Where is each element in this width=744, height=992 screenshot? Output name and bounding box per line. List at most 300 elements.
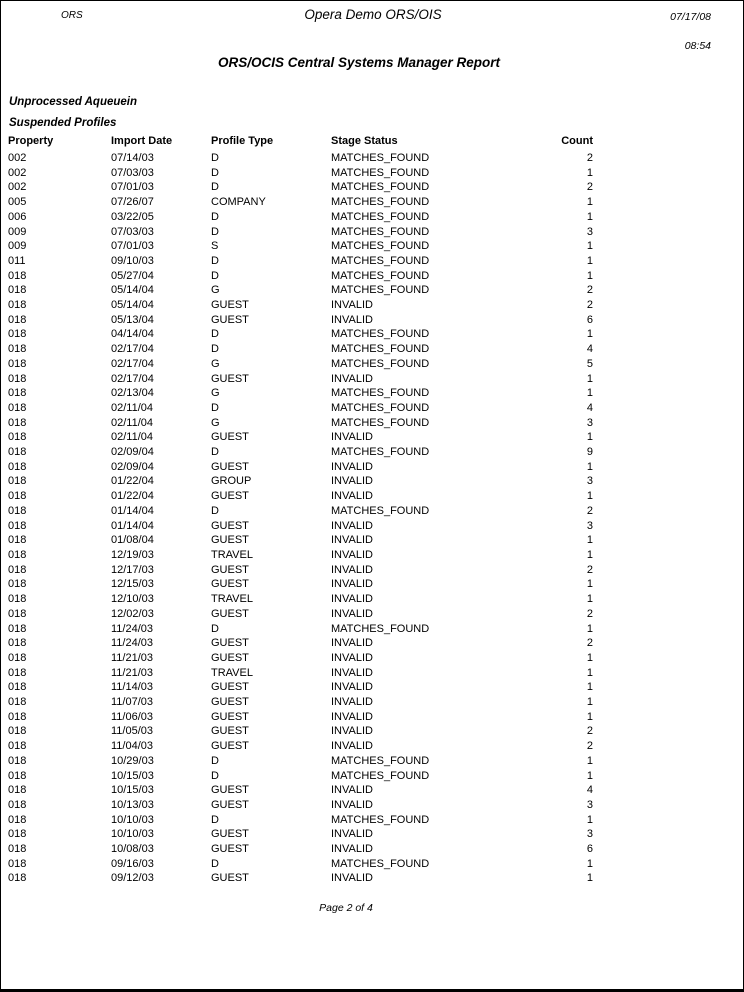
cell-count: 1 [586, 166, 593, 179]
table-row [8, 636, 593, 651]
cell-property: 018 [8, 696, 27, 709]
cell-import-date: 11/04/03 [111, 740, 154, 753]
cell-property: 018 [8, 798, 27, 811]
table-row [8, 622, 593, 637]
cell-import-date: 12/02/03 [111, 607, 154, 620]
cell-property: 018 [8, 725, 27, 738]
cell-count: 1 [586, 872, 593, 885]
page-footer: Page 2 of 4 [319, 902, 373, 914]
cell-property: 009 [8, 240, 27, 253]
cell-property: 018 [8, 872, 27, 885]
table-row [8, 680, 593, 695]
cell-property: 018 [8, 504, 27, 517]
cell-import-date: 11/21/03 [111, 666, 154, 679]
cell-profile-type: G [211, 357, 220, 370]
cell-property: 005 [8, 196, 27, 209]
cell-property: 018 [8, 710, 27, 723]
cell-stage-status: INVALID [331, 475, 373, 488]
cell-stage-status: MATCHES_FOUND [331, 225, 430, 238]
cell-profile-type: COMPANY [211, 196, 266, 209]
cell-stage-status: INVALID [331, 828, 373, 841]
cell-profile-type: GUEST [211, 607, 249, 620]
cell-import-date: 05/14/04 [111, 284, 154, 297]
cell-import-date: 02/09/04 [111, 446, 154, 459]
cell-stage-status: MATCHES_FOUND [331, 857, 430, 870]
cell-property: 018 [8, 475, 27, 488]
table-row [8, 592, 593, 607]
cell-count: 1 [586, 813, 593, 826]
cell-count: 3 [586, 416, 593, 429]
cell-count: 1 [586, 431, 593, 444]
cell-property: 018 [8, 622, 27, 635]
cell-stage-status: INVALID [331, 563, 373, 576]
table-row [8, 342, 593, 357]
cell-count: 2 [586, 152, 593, 164]
cell-property: 018 [8, 519, 27, 532]
cell-count: 1 [586, 328, 593, 341]
cell-property: 018 [8, 637, 27, 650]
column-header-profile-type: Profile Type [211, 135, 274, 147]
report-code: ORS [61, 10, 83, 21]
cell-property: 018 [8, 563, 27, 576]
cell-import-date: 12/17/03 [111, 563, 154, 576]
cell-count: 1 [586, 372, 593, 385]
cell-stage-status: INVALID [331, 740, 373, 753]
cell-profile-type: D [211, 254, 219, 267]
table-row [8, 739, 593, 754]
cell-import-date: 07/03/03 [111, 166, 154, 179]
cell-profile-type: TRAVEL [211, 593, 253, 606]
cell-profile-type: D [211, 328, 219, 341]
cell-property: 018 [8, 446, 27, 459]
cell-property: 009 [8, 225, 27, 238]
cell-profile-type: D [211, 622, 219, 635]
cell-profile-type: D [211, 754, 219, 767]
cell-profile-type: GUEST [211, 637, 249, 650]
table-row [8, 283, 593, 298]
cell-import-date: 02/17/04 [111, 357, 154, 370]
cell-count: 1 [586, 254, 593, 267]
cell-count: 2 [586, 725, 593, 738]
table-row [8, 651, 593, 666]
cell-property: 018 [8, 387, 27, 400]
cell-profile-type: G [211, 387, 220, 400]
cell-import-date: 02/17/04 [111, 372, 154, 385]
cell-profile-type: GUEST [211, 784, 249, 797]
cell-profile-type: D [211, 401, 219, 414]
table-row [8, 151, 593, 166]
table-row [8, 298, 593, 313]
cell-import-date: 05/14/04 [111, 299, 154, 312]
cell-count: 1 [586, 651, 593, 664]
cell-property: 018 [8, 578, 27, 591]
cell-stage-status: INVALID [331, 578, 373, 591]
cell-profile-type: GUEST [211, 563, 249, 576]
cell-import-date: 07/01/03 [111, 181, 154, 194]
cell-profile-type: GUEST [211, 681, 249, 694]
cell-stage-status: INVALID [331, 593, 373, 606]
table-row [8, 430, 593, 445]
table-row [8, 357, 593, 372]
cell-profile-type: D [211, 343, 219, 356]
cell-import-date: 09/10/03 [111, 254, 154, 267]
cell-profile-type: G [211, 284, 220, 297]
cell-import-date: 07/26/07 [111, 196, 154, 209]
cell-profile-type: S [211, 240, 219, 253]
cell-count: 2 [586, 284, 593, 297]
table-row [8, 548, 593, 563]
cell-profile-type: GUEST [211, 534, 249, 547]
cell-import-date: 10/15/03 [111, 769, 154, 782]
table-row [8, 416, 593, 431]
section-heading-unprocessed-queue: Unprocessed Aqueuein [9, 96, 138, 108]
cell-profile-type: GUEST [211, 431, 249, 444]
cell-property: 018 [8, 607, 27, 620]
cell-count: 6 [586, 313, 593, 326]
cell-count: 3 [586, 225, 593, 238]
cell-count: 1 [586, 696, 593, 709]
cell-stage-status: INVALID [331, 534, 373, 547]
cell-property: 018 [8, 681, 27, 694]
cell-property: 018 [8, 313, 27, 326]
cell-import-date: 09/12/03 [111, 872, 154, 885]
cell-count: 4 [586, 401, 593, 414]
table-row [8, 695, 593, 710]
table-row [8, 489, 593, 504]
table-row [8, 460, 593, 475]
cell-stage-status: INVALID [331, 607, 373, 620]
report-time: 08:54 [684, 40, 711, 52]
cell-import-date: 02/11/04 [111, 401, 154, 414]
cell-property: 006 [8, 210, 27, 223]
cell-stage-status: MATCHES_FOUND [331, 769, 430, 782]
cell-property: 018 [8, 416, 27, 429]
cell-property: 018 [8, 769, 27, 782]
cell-count: 1 [586, 578, 593, 591]
cell-property: 018 [8, 843, 27, 856]
cell-import-date: 01/08/04 [111, 534, 154, 547]
cell-profile-type: GUEST [211, 490, 249, 503]
cell-stage-status: MATCHES_FOUND [331, 401, 430, 414]
cell-property: 018 [8, 490, 27, 503]
cell-import-date: 11/14/03 [111, 681, 154, 694]
cell-count: 1 [586, 196, 593, 209]
cell-import-date: 02/13/04 [111, 387, 154, 400]
cell-profile-type: GUEST [211, 313, 249, 326]
cell-stage-status: INVALID [331, 490, 373, 503]
report-date: 07/17/08 [670, 11, 711, 23]
table-row [8, 195, 593, 210]
table-row [8, 724, 593, 739]
table-row [8, 607, 593, 622]
table-row [8, 327, 593, 342]
cell-import-date: 07/14/03 [111, 152, 154, 164]
cell-count: 3 [586, 828, 593, 841]
cell-property: 018 [8, 754, 27, 767]
cell-count: 1 [586, 622, 593, 635]
cell-stage-status: MATCHES_FOUND [331, 284, 430, 297]
cell-stage-status: INVALID [331, 651, 373, 664]
cell-stage-status: MATCHES_FOUND [331, 387, 430, 400]
cell-profile-type: GUEST [211, 725, 249, 738]
table-header-row [8, 133, 593, 151]
table-row [8, 842, 593, 857]
cell-profile-type: D [211, 269, 219, 282]
cell-property: 002 [8, 152, 27, 164]
cell-property: 018 [8, 651, 27, 664]
cell-import-date: 01/22/04 [111, 475, 154, 488]
cell-stage-status: MATCHES_FOUND [331, 269, 430, 282]
cell-import-date: 12/19/03 [111, 548, 154, 561]
cell-stage-status: INVALID [331, 710, 373, 723]
cell-import-date: 10/08/03 [111, 843, 154, 856]
cell-profile-type: TRAVEL [211, 666, 253, 679]
cell-profile-type: D [211, 813, 219, 826]
cell-profile-type: GUEST [211, 740, 249, 753]
cell-profile-type: D [211, 769, 219, 782]
table-row [8, 798, 593, 813]
cell-import-date: 10/29/03 [111, 754, 154, 767]
cell-stage-status: MATCHES_FOUND [331, 328, 430, 341]
cell-property: 018 [8, 857, 27, 870]
table-body [8, 151, 593, 886]
cell-count: 3 [586, 798, 593, 811]
cell-import-date: 02/11/04 [111, 431, 154, 444]
cell-property: 018 [8, 813, 27, 826]
cell-count: 1 [586, 460, 593, 473]
cell-profile-type: GUEST [211, 299, 249, 312]
table-row [8, 445, 593, 460]
cell-import-date: 02/09/04 [111, 460, 154, 473]
cell-property: 018 [8, 828, 27, 841]
cell-import-date: 10/10/03 [111, 828, 154, 841]
cell-stage-status: INVALID [331, 637, 373, 650]
cell-import-date: 04/14/04 [111, 328, 154, 341]
cell-count: 1 [586, 857, 593, 870]
cell-stage-status: INVALID [331, 843, 373, 856]
column-header-stage-status: Stage Status [331, 135, 398, 147]
cell-stage-status: MATCHES_FOUND [331, 196, 430, 209]
app-title: Opera Demo ORS/OIS [304, 7, 442, 22]
cell-property: 011 [8, 254, 26, 267]
table-row [8, 666, 593, 681]
cell-property: 018 [8, 299, 27, 312]
table-row [8, 813, 593, 828]
table-row [8, 166, 593, 181]
cell-count: 1 [586, 210, 593, 223]
table-row [8, 563, 593, 578]
cell-property: 018 [8, 269, 27, 282]
cell-profile-type: GUEST [211, 696, 249, 709]
cell-import-date: 11/05/03 [111, 725, 154, 738]
cell-property: 002 [8, 181, 27, 194]
section-heading-suspended-profiles: Suspended Profiles [9, 117, 117, 129]
table-row [8, 372, 593, 387]
cell-profile-type: D [211, 225, 219, 238]
cell-stage-status: INVALID [331, 872, 373, 885]
table-row [8, 401, 593, 416]
cell-profile-type: GUEST [211, 828, 249, 841]
cell-property: 018 [8, 431, 27, 444]
cell-stage-status: INVALID [331, 313, 373, 326]
cell-import-date: 12/10/03 [111, 593, 154, 606]
table-row [8, 710, 593, 725]
cell-stage-status: MATCHES_FOUND [331, 813, 430, 826]
cell-property: 018 [8, 357, 27, 370]
cell-import-date: 01/14/04 [111, 519, 154, 532]
cell-count: 3 [586, 519, 593, 532]
cell-property: 018 [8, 284, 27, 297]
cell-count: 4 [586, 784, 593, 797]
cell-stage-status: MATCHES_FOUND [331, 357, 430, 370]
cell-import-date: 05/27/04 [111, 269, 154, 282]
cell-count: 4 [586, 343, 593, 356]
cell-import-date: 11/06/03 [111, 710, 154, 723]
cell-count: 1 [586, 240, 593, 253]
cell-import-date: 11/21/03 [111, 651, 154, 664]
cell-stage-status: MATCHES_FOUND [331, 343, 430, 356]
cell-property: 018 [8, 328, 27, 341]
cell-import-date: 10/13/03 [111, 798, 154, 811]
cell-count: 2 [586, 504, 593, 517]
cell-count: 2 [586, 607, 593, 620]
cell-import-date: 05/13/04 [111, 313, 154, 326]
cell-import-date: 01/14/04 [111, 504, 154, 517]
table-row [8, 783, 593, 798]
cell-count: 1 [586, 754, 593, 767]
cell-count: 5 [586, 357, 593, 370]
cell-count: 1 [586, 534, 593, 547]
cell-count: 1 [586, 593, 593, 606]
table-row [8, 519, 593, 534]
cell-profile-type: GUEST [211, 519, 249, 532]
table-row [8, 857, 593, 872]
cell-property: 018 [8, 401, 27, 414]
table-row [8, 239, 593, 254]
cell-count: 2 [586, 299, 593, 312]
table-row [8, 210, 593, 225]
cell-import-date: 02/17/04 [111, 343, 154, 356]
column-header-count: Count [561, 135, 593, 147]
cell-import-date: 02/11/04 [111, 416, 154, 429]
cell-profile-type: GUEST [211, 798, 249, 811]
table-row [8, 269, 593, 284]
table-row [8, 254, 593, 269]
cell-count: 1 [586, 769, 593, 782]
table-row [8, 769, 593, 784]
cell-stage-status: INVALID [331, 431, 373, 444]
cell-import-date: 11/24/03 [111, 622, 154, 635]
table-row [8, 313, 593, 328]
cell-profile-type: GUEST [211, 578, 249, 591]
cell-count: 1 [586, 710, 593, 723]
cell-count: 1 [586, 490, 593, 503]
cell-property: 018 [8, 460, 27, 473]
cell-count: 2 [586, 637, 593, 650]
cell-profile-type: GUEST [211, 710, 249, 723]
cell-import-date: 09/16/03 [111, 857, 154, 870]
cell-profile-type: D [211, 152, 219, 164]
table-row [8, 474, 593, 489]
cell-stage-status: INVALID [331, 666, 373, 679]
table-row [8, 504, 593, 519]
cell-property: 018 [8, 548, 27, 561]
cell-import-date: 10/15/03 [111, 784, 154, 797]
cell-stage-status: MATCHES_FOUND [331, 152, 430, 164]
cell-stage-status: INVALID [331, 681, 373, 694]
cell-import-date: 10/10/03 [111, 813, 154, 826]
table-row [8, 754, 593, 769]
cell-stage-status: MATCHES_FOUND [331, 504, 430, 517]
cell-import-date: 03/22/05 [111, 210, 154, 223]
cell-count: 9 [586, 446, 593, 459]
suspended-profiles-table [8, 133, 593, 886]
cell-count: 6 [586, 843, 593, 856]
cell-profile-type: D [211, 181, 219, 194]
column-header-import-date: Import Date [111, 135, 173, 147]
cell-import-date: 11/07/03 [111, 696, 154, 709]
cell-stage-status: MATCHES_FOUND [331, 416, 430, 429]
cell-stage-status: MATCHES_FOUND [331, 240, 430, 253]
cell-profile-type: D [211, 446, 219, 459]
cell-stage-status: MATCHES_FOUND [331, 446, 430, 459]
cell-profile-type: GUEST [211, 872, 249, 885]
table-row [8, 386, 593, 401]
cell-stage-status: INVALID [331, 784, 373, 797]
cell-profile-type: GROUP [211, 475, 252, 488]
cell-stage-status: INVALID [331, 372, 373, 385]
cell-stage-status: INVALID [331, 519, 373, 532]
table-header [8, 133, 593, 151]
cell-stage-status: MATCHES_FOUND [331, 754, 430, 767]
cell-stage-status: MATCHES_FOUND [331, 622, 430, 635]
cell-count: 1 [586, 269, 593, 282]
cell-profile-type: D [211, 857, 219, 870]
cell-property: 018 [8, 372, 27, 385]
cell-profile-type: GUEST [211, 651, 249, 664]
cell-property: 018 [8, 740, 27, 753]
cell-count: 3 [586, 475, 593, 488]
cell-import-date: 11/24/03 [111, 637, 154, 650]
cell-profile-type: G [211, 416, 220, 429]
cell-stage-status: MATCHES_FOUND [331, 166, 430, 179]
table-row [8, 577, 593, 592]
cell-stage-status: MATCHES_FOUND [331, 254, 430, 267]
cell-profile-type: GUEST [211, 843, 249, 856]
cell-stage-status: INVALID [331, 725, 373, 738]
table-row [8, 225, 593, 240]
cell-profile-type: D [211, 504, 219, 517]
cell-import-date: 07/01/03 [111, 240, 154, 253]
cell-count: 2 [586, 740, 593, 753]
cell-stage-status: INVALID [331, 299, 373, 312]
cell-stage-status: INVALID [331, 460, 373, 473]
cell-profile-type: GUEST [211, 460, 249, 473]
cell-profile-type: D [211, 166, 219, 179]
cell-import-date: 01/22/04 [111, 490, 154, 503]
table-row [8, 533, 593, 548]
cell-property: 002 [8, 166, 27, 179]
table-row [8, 827, 593, 842]
cell-profile-type: D [211, 210, 219, 223]
cell-profile-type: GUEST [211, 372, 249, 385]
cell-property: 018 [8, 784, 27, 797]
table-row [8, 871, 593, 886]
cell-stage-status: INVALID [331, 696, 373, 709]
cell-stage-status: MATCHES_FOUND [331, 210, 430, 223]
table-row [8, 180, 593, 195]
cell-profile-type: TRAVEL [211, 548, 253, 561]
